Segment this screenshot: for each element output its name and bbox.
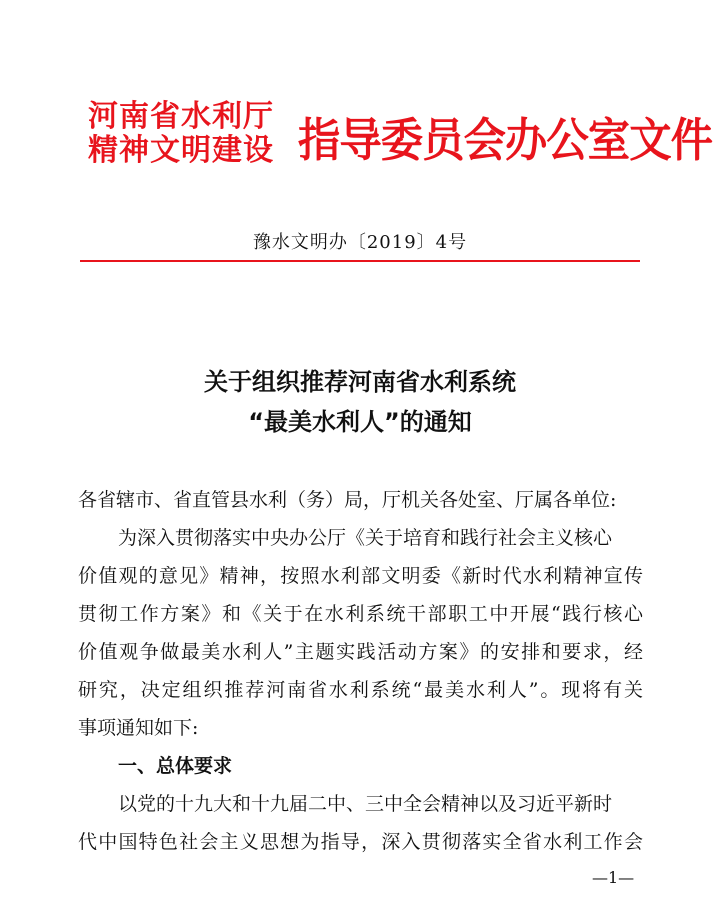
document-number: 豫水文明办〔2019〕4号 xyxy=(252,232,468,253)
document-title-line-2: “最美水利人”的通知 xyxy=(248,408,472,436)
document-title-line-1: 关于组织推荐河南省水利系统 xyxy=(204,368,516,396)
paragraph-1-line-5: 研究，决定组织推荐河南省水利系统“最美水利人”。现将有关 xyxy=(78,679,643,701)
paragraph-1-line-1: 为深入贯彻落实中央办公厅《关于培育和践行社会主义核心 xyxy=(118,527,613,549)
masthead-line-2: 精神文明建设 xyxy=(88,133,274,168)
masthead-left xyxy=(88,100,288,168)
masthead-right: 指导委员会办公室文件 xyxy=(298,113,712,167)
section-1-heading: 一、总体要求 xyxy=(118,755,233,777)
paragraph-1-line-6: 事项通知如下: xyxy=(78,717,199,739)
red-divider-line xyxy=(80,260,640,262)
paragraph-2-line-1: 以党的十九大和十九届二中、三中全会精神以及习近平新时 xyxy=(118,793,613,815)
masthead xyxy=(88,99,712,180)
paragraph-1-line-3: 贯彻工作方案》和《关于在水利系统干部职工中开展“践行核心 xyxy=(78,603,643,625)
paragraph-1-line-2: 价值观的意见》精神，按照水利部文明委《新时代水利精神宣传 xyxy=(78,565,643,587)
paragraph-2-line-2: 代中国特色社会主义思想为指导，深入贯彻落实全省水利工作会 xyxy=(78,831,643,853)
addressee-line: 各省辖市、省直管县水利（务）局，厅机关各处室、厅属各单位: xyxy=(78,489,617,511)
masthead-line-1: 河南省水利厅 xyxy=(88,99,274,134)
paragraph-1-line-4: 价值观争做最美水利人”主题实践活动方案》的安排和要求，经 xyxy=(78,641,643,663)
page-number: —1— xyxy=(592,868,635,887)
